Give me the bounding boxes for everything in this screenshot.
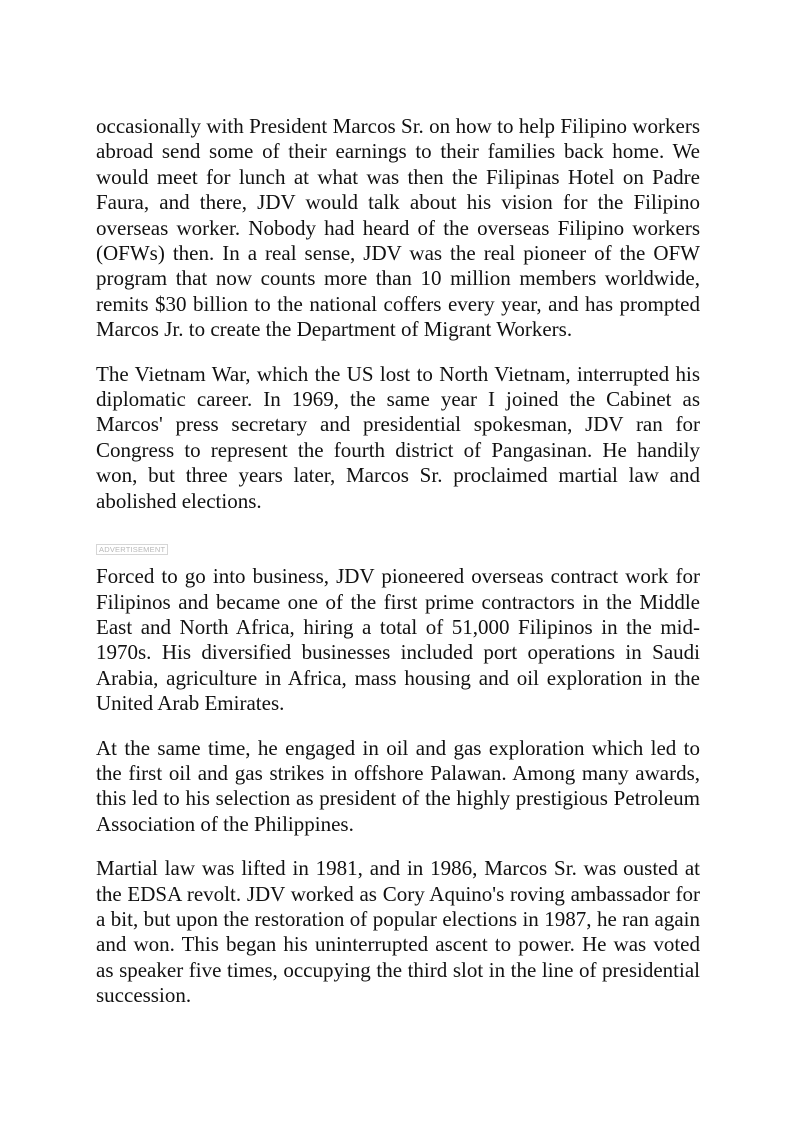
paragraph-business: Forced to go into business, JDV pioneered overseas contract work for Filipinos and became one of the first prime contractors in the Middle East and North Africa, hiring a total of 51,000 Filipinos in the mid-1970s. His diversified businesses included port operations in Saudi Arabia, agriculture in Africa, mass housing and oil exploration in the United Arab Emirates. bbox=[96, 564, 700, 716]
article-body bbox=[96, 114, 700, 1028]
paragraph-vietnam-war: The Vietnam War, which the US lost to North Vietnam, interrupted his diplomatic career. In 1969, the same year I joined the Cabinet as Marcos' press secretary and presidential spokesman, JDV ran for Congress to represent the fourth district of Pangasinan. He handily won, but three years later, Marcos Sr. proclaimed martial law and abolished elections. bbox=[96, 361, 700, 513]
paragraph-oil-gas: At the same time, he engaged in oil and gas exploration which led to the first oil and gas strikes in offshore Palawan. Among many awards, this led to his selection as president of the highly prestigious Petroleum Association of the Philippines. bbox=[96, 735, 700, 836]
paragraph-martial-law-lifted: Martial law was lifted in 1981, and in 1986, Marcos Sr. was ousted at the EDSA revolt. JDV worked as Cory Aquino's roving ambassador for a bit, but upon the restoration of popular elections in 1987, he ran again and won. This began his uninterrupted ascent to power. He was voted as speaker five times, occupying the third slot in the line of presidential succession. bbox=[96, 856, 700, 1008]
paragraph-ofw-pioneer: occasionally with President Marcos Sr. on how to help Filipino workers abroad send some of their earnings to their families back home. We would meet for lunch at what was then the Filipinas Hotel on Padre Faura, and there, JDV would talk about his vision for the Filipino overseas worker. Nobody had heard of the overseas Filipino workers (OFWs) then. In a real sense, JDV was the real pioneer of the OFW program that now counts more than 10 million members worldwide, remits $30 billion to the national coffers every year, and has prompted Marcos Jr. to create the Department of Migrant Workers. bbox=[96, 114, 700, 342]
advertisement-label: ADVERTISEMENT bbox=[96, 544, 168, 555]
advertisement-slot bbox=[96, 533, 700, 564]
